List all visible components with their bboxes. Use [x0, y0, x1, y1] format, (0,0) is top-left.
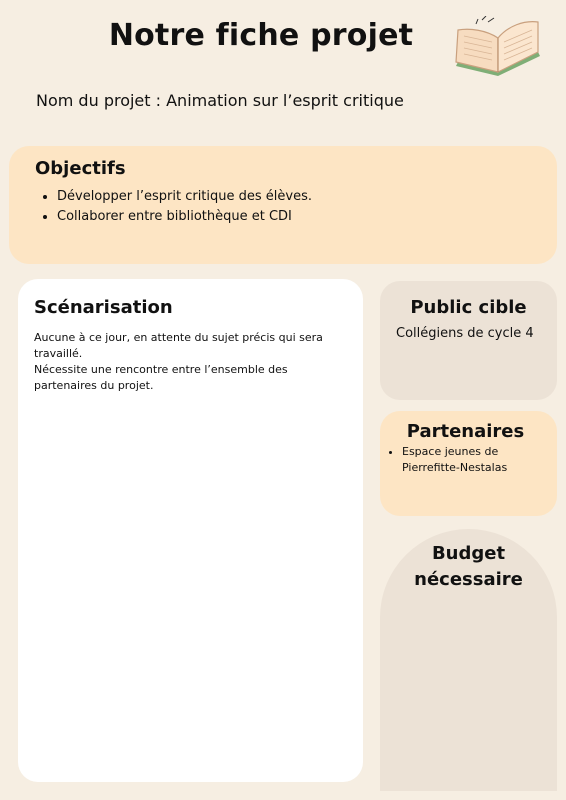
objectifs-heading: Objectifs: [35, 158, 126, 179]
public-cible-card: [380, 281, 557, 400]
scenarisation-line: Nécessite une rencontre entre l’ensemble des partenaires du projet.: [34, 363, 288, 392]
objectifs-list: [35, 187, 531, 227]
project-name: Nom du projet : Animation sur l’esprit critique: [36, 91, 404, 110]
scenarisation-card: [18, 279, 363, 782]
list-item: • Espace jeunes de Pierrefitte-Nestalas: [402, 444, 553, 476]
partenaires-list: [388, 444, 553, 476]
scenarisation-text: [34, 330, 347, 394]
budget-heading-line: nécessaire: [414, 569, 523, 590]
scenarisation-line: Aucune à ce jour, en attente du sujet précis qui sera travaillé.: [34, 331, 323, 360]
partenaires-heading: Partenaires: [406, 421, 525, 442]
open-book-icon: [452, 16, 544, 82]
objectifs-card: [9, 146, 557, 264]
list-item: • Collaborer entre bibliothèque et CDI: [57, 207, 531, 227]
budget-heading: [380, 541, 557, 593]
list-item: • Développer l’esprit critique des élèves.: [57, 187, 531, 207]
scenarisation-heading: Scénarisation: [34, 297, 173, 318]
public-cible-heading: Public cible: [410, 297, 527, 318]
partenaires-card: [380, 411, 557, 516]
public-cible-value: Collégiens de cycle 4: [396, 326, 534, 341]
page-title: Notre fiche projet: [108, 18, 414, 53]
budget-heading-line: Budget: [431, 543, 506, 564]
budget-card: [380, 529, 557, 791]
